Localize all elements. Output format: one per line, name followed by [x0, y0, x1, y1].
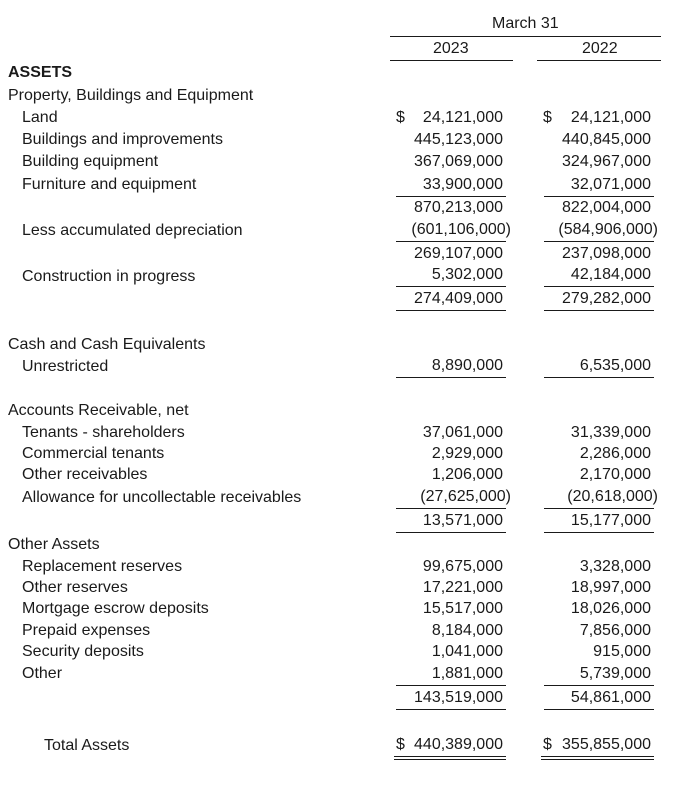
ppe-subtotal-2022-value: 822,004,000: [562, 199, 651, 216]
other-reserves-label: Other reserves: [22, 579, 128, 596]
ppe-subtotal-line-2022: [544, 196, 654, 197]
other-receivables-label: Other receivables: [22, 466, 148, 483]
land-2023-value: 24,121,000: [422, 109, 503, 126]
cash-heading: Cash and Cash Equivalents: [8, 336, 206, 353]
total-assets-2022-value: 355,855,000: [562, 736, 651, 753]
assets-heading: ASSETS: [8, 64, 73, 81]
ppe-total-line-2022: [544, 286, 654, 287]
ppe-net-2022-value: 237,098,000: [562, 245, 651, 262]
commercial-2022-value: 2,286,000: [579, 445, 651, 462]
escrow-2023-value: 15,517,000: [422, 600, 503, 617]
escrow-2022-value: 18,026,000: [570, 600, 651, 617]
year-2023-underline: [390, 60, 513, 61]
security-2022-value: 915,000: [593, 643, 651, 660]
receivables-total-underline-2023: [396, 532, 506, 533]
other-2023-value: 1,881,000: [431, 665, 503, 682]
tenants-label: Tenants - shareholders: [22, 424, 185, 441]
tenants-2022-value: 31,339,000: [570, 424, 651, 441]
cash-line-2023: [396, 377, 506, 378]
furniture-2022-value: 32,071,000: [570, 176, 651, 193]
ppe-total-2022-value: 279,282,000: [562, 290, 651, 307]
period-heading: March 31: [492, 15, 559, 32]
other-assets-total-underline-2022: [544, 709, 654, 710]
ppe-total-line-2023: [396, 286, 506, 287]
other-assets-line-2023: [396, 685, 506, 686]
other-assets-line-2022: [544, 685, 654, 686]
unrestricted-label: Unrestricted: [22, 358, 109, 375]
total-assets-double-underline-2022: [541, 756, 654, 760]
depreciation-2022-value: (584,906,000): [558, 221, 658, 238]
allowance-2022-value: (20,618,000): [567, 488, 658, 505]
buildings-2022-value: 440,845,000: [562, 131, 651, 148]
ppe-total-underline-2023: [396, 310, 506, 311]
depreciation-line-2022: [544, 241, 654, 242]
year-2022-heading: 2022: [582, 40, 618, 57]
ppe-net-2023-value: 269,107,000: [414, 245, 503, 262]
replacement-2022-value: 3,328,000: [579, 558, 651, 575]
allowance-2023-value: (27,625,000): [420, 488, 511, 505]
land-2022-value: 24,121,000: [570, 109, 651, 126]
period-underline: [390, 36, 661, 37]
ppe-heading: Property, Buildings and Equipment: [8, 87, 254, 104]
other-reserves-2022-value: 18,997,000: [570, 579, 651, 596]
prepaid-2022-value: 7,856,000: [579, 622, 651, 639]
ppe-subtotal-2023-value: 870,213,000: [414, 199, 503, 216]
depreciation-label: Less accumulated depreciation: [22, 222, 243, 239]
allowance-label: Allowance for uncollectable receivables: [22, 489, 302, 506]
total-assets-2023-value: 440,389,000: [414, 736, 503, 753]
buildings-2023-value: 445,123,000: [414, 131, 503, 148]
ppe-subtotal-line-2023: [396, 196, 506, 197]
total-assets-double-underline-2023: [394, 756, 506, 760]
land-2022-currency: $: [543, 109, 552, 126]
building-equipment-2023-value: 367,069,000: [414, 153, 503, 170]
unrestricted-2023-value: 8,890,000: [431, 357, 503, 374]
replacement-label: Replacement reserves: [22, 558, 183, 575]
buildings-label: Buildings and improvements: [22, 131, 223, 148]
receivables-line-2023: [396, 508, 506, 509]
construction-label: Construction in progress: [22, 268, 196, 285]
other-2022-value: 5,739,000: [579, 665, 651, 682]
other-assets-heading: Other Assets: [8, 536, 100, 553]
prepaid-2023-value: 8,184,000: [431, 622, 503, 639]
other-receivables-2022-value: 2,170,000: [579, 466, 651, 483]
other-assets-total-2022-value: 54,861,000: [570, 689, 651, 706]
unrestricted-2022-value: 6,535,000: [579, 357, 651, 374]
receivables-total-2023-value: 13,571,000: [422, 512, 503, 529]
depreciation-2023-value: (601,106,000): [411, 221, 511, 238]
ppe-total-2023-value: 274,409,000: [414, 290, 503, 307]
depreciation-line-2023: [396, 241, 506, 242]
security-2023-value: 1,041,000: [431, 643, 503, 660]
tenants-2023-value: 37,061,000: [422, 424, 503, 441]
receivables-line-2022: [544, 508, 654, 509]
escrow-label: Mortgage escrow deposits: [22, 600, 209, 617]
year-2022-underline: [537, 60, 661, 61]
other-receivables-2023-value: 1,206,000: [431, 466, 503, 483]
building-equipment-2022-value: 324,967,000: [562, 153, 651, 170]
receivables-heading: Accounts Receivable, net: [8, 402, 189, 419]
cash-line-2022: [544, 377, 654, 378]
receivables-total-2022-value: 15,177,000: [570, 512, 651, 529]
furniture-2023-value: 33,900,000: [422, 176, 503, 193]
other-assets-total-2023-value: 143,519,000: [414, 689, 503, 706]
total-assets-label: Total Assets: [44, 737, 130, 754]
year-2023-heading: 2023: [433, 40, 469, 57]
commercial-2023-value: 2,929,000: [431, 445, 503, 462]
ppe-total-underline-2022: [544, 310, 654, 311]
prepaid-label: Prepaid expenses: [22, 622, 151, 639]
land-label: Land: [22, 109, 58, 126]
other-assets-total-underline-2023: [396, 709, 506, 710]
land-2023-currency: $: [396, 109, 405, 126]
total-assets-2022-currency: $: [543, 736, 552, 753]
construction-2022-value: 42,184,000: [570, 266, 651, 283]
other-label: Other: [22, 665, 63, 682]
construction-2023-value: 5,302,000: [431, 266, 503, 283]
total-assets-2023-currency: $: [396, 736, 405, 753]
replacement-2023-value: 99,675,000: [422, 558, 503, 575]
security-label: Security deposits: [22, 643, 144, 660]
building-equipment-label: Building equipment: [22, 153, 159, 170]
furniture-label: Furniture and equipment: [22, 176, 197, 193]
commercial-label: Commercial tenants: [22, 445, 165, 462]
receivables-total-underline-2022: [544, 532, 654, 533]
other-reserves-2023-value: 17,221,000: [422, 579, 503, 596]
